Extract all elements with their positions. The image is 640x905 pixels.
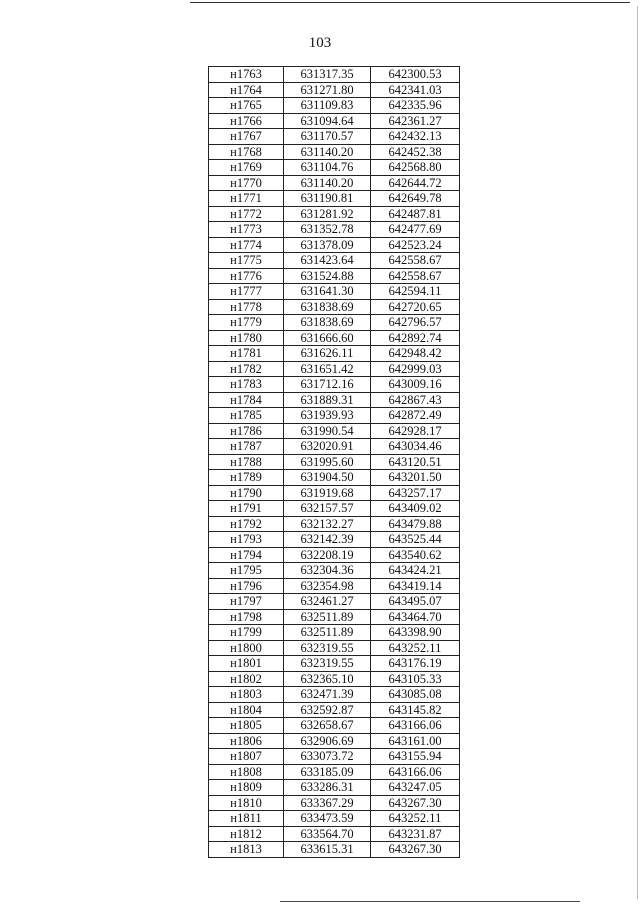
point-id-cell: н1812 [209, 826, 284, 842]
table-row [209, 377, 460, 393]
table-row [209, 129, 460, 145]
y-coordinate-cell: 642341.03 [371, 82, 460, 98]
y-coordinate-cell: 643201.50 [371, 470, 460, 486]
x-coordinate-cell: 632511.89 [284, 609, 371, 625]
table-row [209, 222, 460, 238]
x-coordinate-cell: 632365.10 [284, 671, 371, 687]
y-coordinate-cell: 642796.57 [371, 315, 460, 331]
x-coordinate-cell: 631651.42 [284, 361, 371, 377]
point-id-cell: н1813 [209, 842, 284, 858]
table-row [209, 268, 460, 284]
x-coordinate-cell: 632511.89 [284, 625, 371, 641]
x-coordinate-cell: 631317.35 [284, 67, 371, 83]
point-id-cell: н1780 [209, 330, 284, 346]
y-coordinate-cell: 643231.87 [371, 826, 460, 842]
x-coordinate-cell: 631378.09 [284, 237, 371, 253]
table-row [209, 191, 460, 207]
table-row [209, 315, 460, 331]
y-coordinate-cell: 642867.43 [371, 392, 460, 408]
table-row [209, 749, 460, 765]
x-coordinate-cell: 631109.83 [284, 98, 371, 114]
y-coordinate-cell: 643176.19 [371, 656, 460, 672]
table-row [209, 82, 460, 98]
y-coordinate-cell: 642335.96 [371, 98, 460, 114]
y-coordinate-cell: 642720.65 [371, 299, 460, 315]
point-id-cell: н1776 [209, 268, 284, 284]
point-id-cell: н1798 [209, 609, 284, 625]
bottom-border-line [280, 901, 580, 902]
table-row [209, 594, 460, 610]
table-row [209, 764, 460, 780]
coordinates-table-body [209, 67, 460, 858]
x-coordinate-cell: 631170.57 [284, 129, 371, 145]
x-coordinate-cell: 632304.36 [284, 563, 371, 579]
point-id-cell: н1785 [209, 408, 284, 424]
x-coordinate-cell: 632658.67 [284, 718, 371, 734]
x-coordinate-cell: 631838.69 [284, 299, 371, 315]
table-row [209, 718, 460, 734]
y-coordinate-cell: 642999.03 [371, 361, 460, 377]
table-row [209, 842, 460, 858]
x-coordinate-cell: 633073.72 [284, 749, 371, 765]
y-coordinate-cell: 643267.30 [371, 795, 460, 811]
page-number: 103 [308, 35, 332, 51]
table-row [209, 547, 460, 563]
x-coordinate-cell: 631281.92 [284, 206, 371, 222]
point-id-cell: н1789 [209, 470, 284, 486]
point-id-cell: н1793 [209, 532, 284, 548]
point-id-cell: н1794 [209, 547, 284, 563]
x-coordinate-cell: 631104.76 [284, 160, 371, 176]
table-row [209, 206, 460, 222]
point-id-cell: н1802 [209, 671, 284, 687]
x-coordinate-cell: 631904.50 [284, 470, 371, 486]
x-coordinate-cell: 631889.31 [284, 392, 371, 408]
x-coordinate-cell: 631626.11 [284, 346, 371, 362]
point-id-cell: н1766 [209, 113, 284, 129]
point-id-cell: н1771 [209, 191, 284, 207]
table-row [209, 330, 460, 346]
point-id-cell: н1782 [209, 361, 284, 377]
y-coordinate-cell: 643120.51 [371, 454, 460, 470]
point-id-cell: н1799 [209, 625, 284, 641]
x-coordinate-cell: 632461.27 [284, 594, 371, 610]
table-row [209, 733, 460, 749]
table-row [209, 826, 460, 842]
y-coordinate-cell: 643166.06 [371, 718, 460, 734]
table-row [209, 702, 460, 718]
table-row [209, 175, 460, 191]
y-coordinate-cell: 643257.17 [371, 485, 460, 501]
x-coordinate-cell: 632319.55 [284, 640, 371, 656]
point-id-cell: н1781 [209, 346, 284, 362]
y-coordinate-cell: 642644.72 [371, 175, 460, 191]
point-id-cell: н1765 [209, 98, 284, 114]
table-row [209, 563, 460, 579]
y-coordinate-cell: 643247.05 [371, 780, 460, 796]
point-id-cell: н1770 [209, 175, 284, 191]
y-coordinate-cell: 643034.46 [371, 439, 460, 455]
point-id-cell: н1792 [209, 516, 284, 532]
point-id-cell: н1804 [209, 702, 284, 718]
x-coordinate-cell: 633367.29 [284, 795, 371, 811]
point-id-cell: н1808 [209, 764, 284, 780]
table-row [209, 795, 460, 811]
x-coordinate-cell: 631995.60 [284, 454, 371, 470]
x-coordinate-cell: 632319.55 [284, 656, 371, 672]
x-coordinate-cell: 632142.39 [284, 532, 371, 548]
y-coordinate-cell: 643267.30 [371, 842, 460, 858]
y-coordinate-cell: 642568.80 [371, 160, 460, 176]
table-row [209, 687, 460, 703]
point-id-cell: н1778 [209, 299, 284, 315]
table-row [209, 408, 460, 424]
x-coordinate-cell: 631094.64 [284, 113, 371, 129]
point-id-cell: н1801 [209, 656, 284, 672]
point-id-cell: н1788 [209, 454, 284, 470]
x-coordinate-cell: 631352.78 [284, 222, 371, 238]
x-coordinate-cell: 631423.64 [284, 253, 371, 269]
y-coordinate-cell: 642594.11 [371, 284, 460, 300]
table-row [209, 284, 460, 300]
point-id-cell: н1809 [209, 780, 284, 796]
y-coordinate-cell: 643161.00 [371, 733, 460, 749]
point-id-cell: н1810 [209, 795, 284, 811]
y-coordinate-cell: 643479.88 [371, 516, 460, 532]
point-id-cell: н1764 [209, 82, 284, 98]
table-row [209, 392, 460, 408]
point-id-cell: н1769 [209, 160, 284, 176]
point-id-cell: н1787 [209, 439, 284, 455]
point-id-cell: н1767 [209, 129, 284, 145]
coordinates-table [208, 66, 460, 858]
x-coordinate-cell: 631666.60 [284, 330, 371, 346]
x-coordinate-cell: 632157.57 [284, 501, 371, 517]
table-row [209, 485, 460, 501]
table-row [209, 237, 460, 253]
table-row [209, 671, 460, 687]
point-id-cell: н1806 [209, 733, 284, 749]
table-row [209, 609, 460, 625]
y-coordinate-cell: 642361.27 [371, 113, 460, 129]
y-coordinate-cell: 642558.67 [371, 268, 460, 284]
y-coordinate-cell: 642872.49 [371, 408, 460, 424]
table-row [209, 578, 460, 594]
y-coordinate-cell: 643540.62 [371, 547, 460, 563]
y-coordinate-cell: 642432.13 [371, 129, 460, 145]
y-coordinate-cell: 642558.67 [371, 253, 460, 269]
y-coordinate-cell: 643155.94 [371, 749, 460, 765]
x-coordinate-cell: 632208.19 [284, 547, 371, 563]
table-row [209, 160, 460, 176]
point-id-cell: н1805 [209, 718, 284, 734]
table-row [209, 346, 460, 362]
table-row [209, 625, 460, 641]
y-coordinate-cell: 643166.06 [371, 764, 460, 780]
x-coordinate-cell: 632471.39 [284, 687, 371, 703]
x-coordinate-cell: 632592.87 [284, 702, 371, 718]
y-coordinate-cell: 643252.11 [371, 640, 460, 656]
top-border-line [190, 2, 630, 3]
y-coordinate-cell: 643105.33 [371, 671, 460, 687]
point-id-cell: н1811 [209, 811, 284, 827]
point-id-cell: н1763 [209, 67, 284, 83]
table-row [209, 811, 460, 827]
point-id-cell: н1786 [209, 423, 284, 439]
point-id-cell: н1779 [209, 315, 284, 331]
table-row [209, 780, 460, 796]
point-id-cell: н1796 [209, 578, 284, 594]
x-coordinate-cell: 631271.80 [284, 82, 371, 98]
table-row [209, 299, 460, 315]
point-id-cell: н1773 [209, 222, 284, 238]
table-row [209, 439, 460, 455]
x-coordinate-cell: 632354.98 [284, 578, 371, 594]
y-coordinate-cell: 643398.90 [371, 625, 460, 641]
y-coordinate-cell: 643464.70 [371, 609, 460, 625]
x-coordinate-cell: 631939.93 [284, 408, 371, 424]
y-coordinate-cell: 642523.24 [371, 237, 460, 253]
y-coordinate-cell: 643085.08 [371, 687, 460, 703]
point-id-cell: н1803 [209, 687, 284, 703]
x-coordinate-cell: 633615.31 [284, 842, 371, 858]
table-row [209, 67, 460, 83]
x-coordinate-cell: 633473.59 [284, 811, 371, 827]
table-row [209, 532, 460, 548]
x-coordinate-cell: 631140.20 [284, 175, 371, 191]
y-coordinate-cell: 642300.53 [371, 67, 460, 83]
point-id-cell: н1768 [209, 144, 284, 160]
table-row [209, 656, 460, 672]
table-row [209, 98, 460, 114]
point-id-cell: н1774 [209, 237, 284, 253]
table-row [209, 454, 460, 470]
y-coordinate-cell: 642948.42 [371, 346, 460, 362]
x-coordinate-cell: 631524.88 [284, 268, 371, 284]
point-id-cell: н1772 [209, 206, 284, 222]
y-coordinate-cell: 643424.21 [371, 563, 460, 579]
table-row [209, 501, 460, 517]
x-coordinate-cell: 633185.09 [284, 764, 371, 780]
x-coordinate-cell: 631919.68 [284, 485, 371, 501]
x-coordinate-cell: 631990.54 [284, 423, 371, 439]
point-id-cell: н1775 [209, 253, 284, 269]
y-coordinate-cell: 643495.07 [371, 594, 460, 610]
table-row [209, 144, 460, 160]
table-row [209, 470, 460, 486]
point-id-cell: н1807 [209, 749, 284, 765]
y-coordinate-cell: 642649.78 [371, 191, 460, 207]
y-coordinate-cell: 643145.82 [371, 702, 460, 718]
y-coordinate-cell: 643525.44 [371, 532, 460, 548]
y-coordinate-cell: 643252.11 [371, 811, 460, 827]
point-id-cell: н1797 [209, 594, 284, 610]
x-coordinate-cell: 632906.69 [284, 733, 371, 749]
y-coordinate-cell: 643419.14 [371, 578, 460, 594]
point-id-cell: н1783 [209, 377, 284, 393]
table-row [209, 516, 460, 532]
y-coordinate-cell: 643409.02 [371, 501, 460, 517]
table-row [209, 640, 460, 656]
y-coordinate-cell: 643009.16 [371, 377, 460, 393]
point-id-cell: н1795 [209, 563, 284, 579]
table-row [209, 253, 460, 269]
x-coordinate-cell: 633286.31 [284, 780, 371, 796]
x-coordinate-cell: 631140.20 [284, 144, 371, 160]
right-border-line [637, 6, 638, 899]
point-id-cell: н1791 [209, 501, 284, 517]
point-id-cell: н1800 [209, 640, 284, 656]
table-row [209, 423, 460, 439]
y-coordinate-cell: 642892.74 [371, 330, 460, 346]
x-coordinate-cell: 631641.30 [284, 284, 371, 300]
point-id-cell: н1777 [209, 284, 284, 300]
x-coordinate-cell: 631190.81 [284, 191, 371, 207]
y-coordinate-cell: 642477.69 [371, 222, 460, 238]
x-coordinate-cell: 631712.16 [284, 377, 371, 393]
point-id-cell: н1790 [209, 485, 284, 501]
y-coordinate-cell: 642452.38 [371, 144, 460, 160]
x-coordinate-cell: 632132.27 [284, 516, 371, 532]
y-coordinate-cell: 642928.17 [371, 423, 460, 439]
point-id-cell: н1784 [209, 392, 284, 408]
table-row [209, 113, 460, 129]
x-coordinate-cell: 632020.91 [284, 439, 371, 455]
table-row [209, 361, 460, 377]
x-coordinate-cell: 633564.70 [284, 826, 371, 842]
x-coordinate-cell: 631838.69 [284, 315, 371, 331]
y-coordinate-cell: 642487.81 [371, 206, 460, 222]
